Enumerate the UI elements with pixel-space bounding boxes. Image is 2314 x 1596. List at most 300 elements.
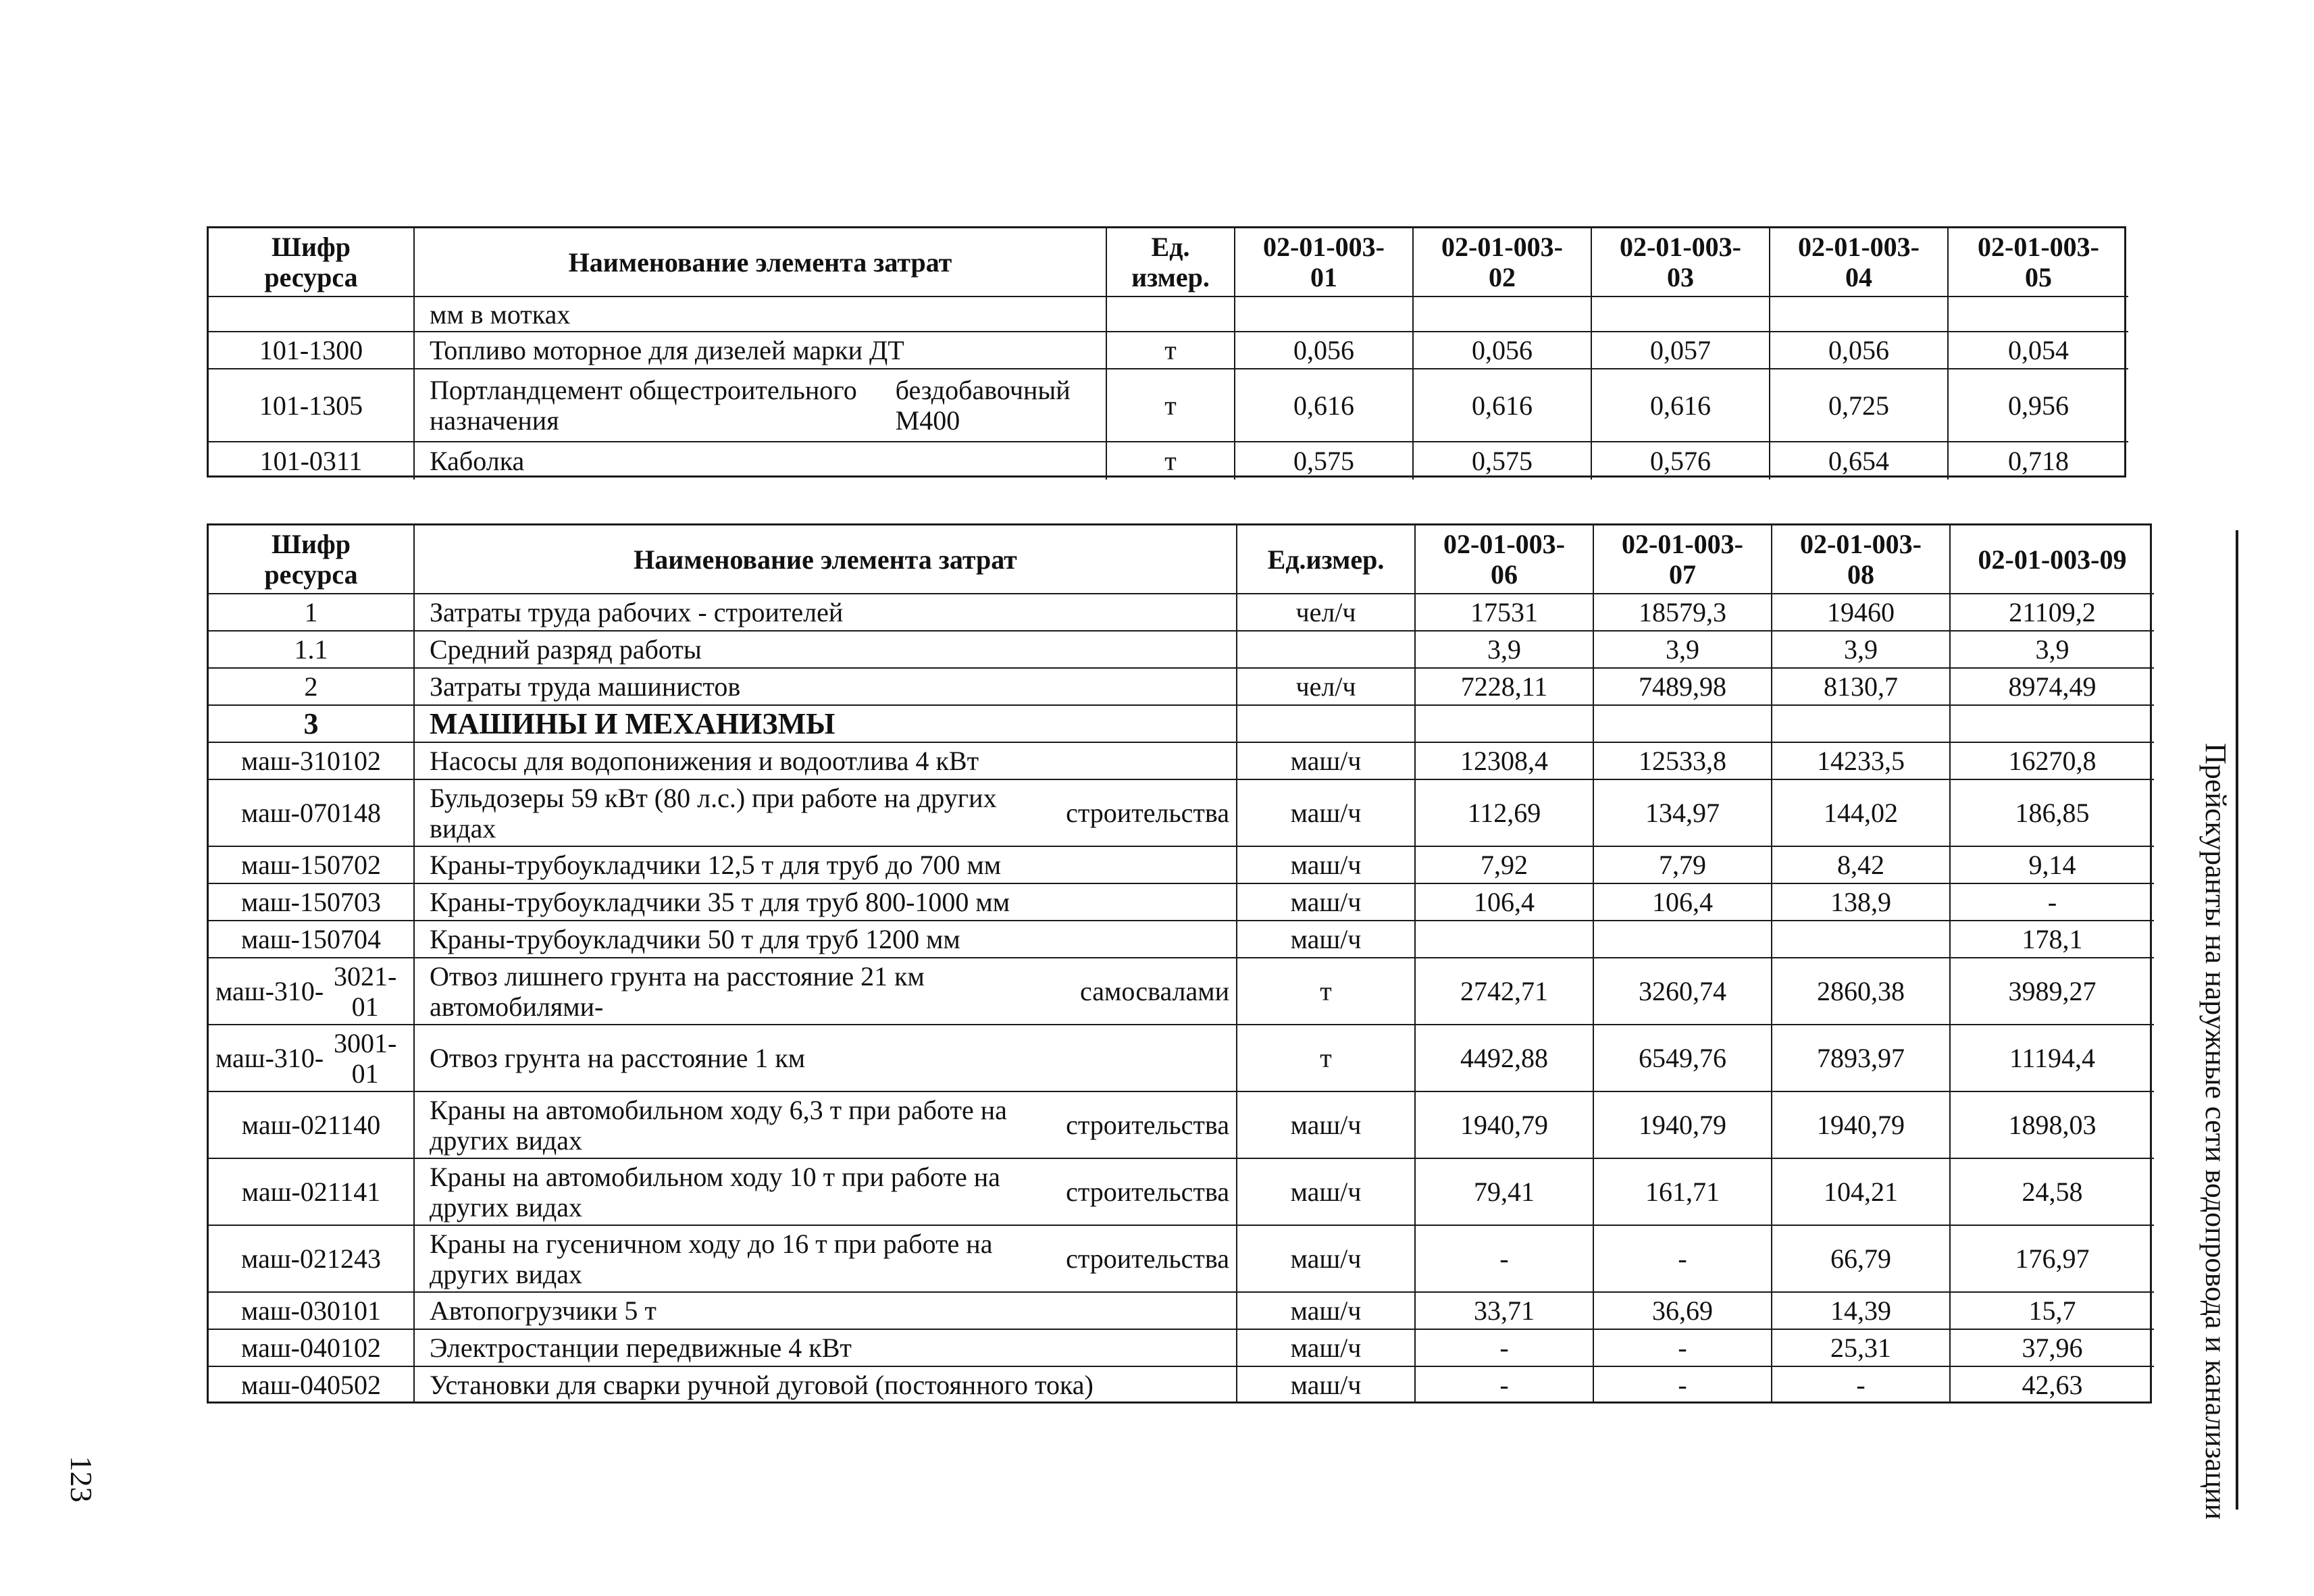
cell-name	[415, 1367, 1237, 1402]
cell-name	[415, 1025, 1237, 1092]
cell-unit	[1237, 1330, 1416, 1367]
cell-code	[209, 884, 415, 921]
cell-value	[1416, 1367, 1594, 1402]
cell-name-line: Установки для сварки ручной дуговой (постоянного тока)	[430, 1369, 1094, 1400]
header-col	[1592, 228, 1770, 297]
cell-name-line: Краны-трубоукладчики 35 т для труб 800-1000 мм	[430, 887, 1010, 917]
cell-name-line: МАШИНЫ И МЕХАНИЗМЫ	[430, 707, 835, 740]
cell-value	[1594, 921, 1772, 958]
cell-name-line: Насосы для водопонижения и водоотлива 4 кВт	[430, 746, 979, 776]
cell-unit-line: маш/ч	[1290, 798, 1362, 828]
cell-value	[1770, 369, 1949, 442]
cell-name	[415, 669, 1237, 706]
cell-value	[1772, 706, 1951, 743]
header-unit	[1237, 525, 1416, 594]
cell-value-line: 176,97	[2015, 1243, 2090, 1274]
cell-unit	[1237, 743, 1416, 780]
cell-value-line: -	[1678, 1369, 1687, 1400]
header-col	[1949, 228, 2128, 297]
cell-value-line: 12533,8	[1639, 746, 1726, 776]
cell-name-line: Краны-трубоукладчики 50 т для труб 1200 мм	[430, 924, 960, 954]
cell-value-line: 0,575	[1472, 446, 1533, 476]
cell-name-line: Электростанции передвижные 4 кВт	[430, 1333, 852, 1363]
header-col-line: 02-01-003-	[1263, 232, 1385, 262]
cell-value	[1951, 594, 2154, 632]
cell-unit-line: маш/ч	[1290, 1110, 1362, 1140]
cell-value	[1770, 442, 1949, 480]
cell-value-line: -	[1499, 1243, 1509, 1274]
cell-value	[1235, 369, 1414, 442]
cell-name	[415, 1226, 1237, 1293]
cell-unit-line: маш/ч	[1290, 1333, 1362, 1363]
cell-value-line: 8130,7	[1824, 671, 1898, 702]
header-col	[1416, 525, 1594, 594]
cell-value-line: 0,057	[1650, 335, 1711, 365]
header-col-line: 03	[1667, 262, 1694, 292]
cell-value	[1416, 847, 1594, 884]
cell-value	[1951, 1159, 2154, 1226]
cell-value-line: 14233,5	[1817, 746, 1905, 776]
cell-name	[415, 1330, 1237, 1367]
cell-value-line: 18579,3	[1639, 597, 1726, 627]
header-name	[415, 525, 1237, 594]
cell-value	[1772, 1226, 1951, 1293]
cell-unit	[1237, 847, 1416, 884]
cell-value-line: -	[1678, 1243, 1687, 1274]
cell-value-line: 42,63	[2022, 1369, 2083, 1400]
cell-code-line: маш-040502	[241, 1369, 381, 1400]
cell-code	[209, 332, 415, 369]
cell-value	[1594, 669, 1772, 706]
cell-name	[415, 442, 1107, 480]
cell-value-line: 134,97	[1645, 798, 1720, 828]
cell-code	[209, 706, 415, 743]
cell-value-line: 106,4	[1474, 887, 1535, 917]
cell-value	[1772, 921, 1951, 958]
header-col	[1414, 228, 1592, 297]
cell-value-line: 15,7	[2028, 1295, 2076, 1326]
cell-code	[209, 1330, 415, 1367]
cell-code	[209, 1025, 415, 1092]
cell-code-line: маш-070148	[241, 798, 381, 828]
cell-value	[1594, 743, 1772, 780]
cell-value-line: 1940,79	[1460, 1110, 1548, 1140]
cell-value	[1235, 442, 1414, 480]
header-col-line: 02-01-003-	[1620, 232, 1741, 262]
cell-value	[1594, 632, 1772, 669]
cell-value-line: 104,21	[1824, 1177, 1898, 1207]
cell-value-line: 106,4	[1652, 887, 1713, 917]
cell-unit	[1107, 369, 1235, 442]
cell-value-line: 0,575	[1293, 446, 1354, 476]
cell-value	[1770, 332, 1949, 369]
cell-name	[415, 958, 1237, 1025]
cell-value	[1592, 369, 1770, 442]
cell-value	[1772, 1330, 1951, 1367]
cell-value	[1594, 847, 1772, 884]
cell-value-line: -	[1678, 1333, 1687, 1363]
cell-value	[1594, 1293, 1772, 1330]
cell-code	[209, 1293, 415, 1330]
cell-name-line: Автопогрузчики 5 т	[430, 1295, 657, 1326]
header-col	[1235, 228, 1414, 297]
cell-value-line: 7489,98	[1639, 671, 1726, 702]
header-col-line: 02-01-003-	[1798, 232, 1920, 262]
side-caption: Прейскуранты на наружные сети водопровода и канализации	[2199, 743, 2232, 1520]
cell-value-line: 112,69	[1467, 798, 1541, 828]
cell-value	[1414, 332, 1592, 369]
cell-value-line: -	[1856, 1369, 1866, 1400]
cell-unit-line: маш/ч	[1290, 924, 1362, 954]
cell-value-line: 0,056	[1293, 335, 1354, 365]
cell-code-line: маш-040102	[241, 1333, 381, 1363]
cell-code	[209, 780, 415, 847]
cell-unit	[1237, 780, 1416, 847]
cell-name-line: самосвалами	[1080, 976, 1229, 1006]
side-divider	[2236, 530, 2238, 1510]
cell-value-line: 1898,03	[2008, 1110, 2097, 1140]
cell-unit	[1107, 332, 1235, 369]
cell-code	[209, 921, 415, 958]
header-col-line: 05	[2025, 262, 2052, 292]
cell-value	[1951, 958, 2154, 1025]
cell-value-line: 24,58	[2022, 1177, 2083, 1207]
cell-value	[1951, 669, 2154, 706]
cell-value-line: 0,056	[1828, 335, 1889, 365]
cell-unit	[1237, 1025, 1416, 1092]
cell-value	[1416, 1330, 1594, 1367]
cell-value	[1772, 780, 1951, 847]
cell-code-line: маш-310-	[215, 1043, 324, 1073]
table-1	[207, 226, 2126, 478]
cell-value	[1414, 297, 1592, 332]
cell-value	[1594, 1226, 1772, 1293]
cell-value	[1594, 594, 1772, 632]
cell-value-line: 161,71	[1645, 1177, 1720, 1207]
header-unit	[1107, 228, 1235, 297]
cell-unit	[1237, 669, 1416, 706]
cell-value-line: 1940,79	[1639, 1110, 1726, 1140]
header-code-line: Шифр	[272, 232, 351, 262]
cell-value-line: 0,654	[1828, 446, 1889, 476]
cell-value	[1772, 1293, 1951, 1330]
cell-unit-line: маш/ч	[1290, 1177, 1362, 1207]
cell-value-line: 144,02	[1824, 798, 1898, 828]
cell-value-line: 138,9	[1830, 887, 1891, 917]
cell-code-line: маш-150703	[241, 887, 381, 917]
cell-value-line: 3,9	[1666, 634, 1699, 665]
cell-name	[415, 743, 1237, 780]
cell-value	[1416, 1025, 1594, 1092]
cell-value	[1416, 958, 1594, 1025]
cell-value-line: 19460	[1827, 597, 1895, 627]
cell-value-line: 8974,49	[2008, 671, 2097, 702]
cell-value	[1594, 1092, 1772, 1159]
cell-code-line: 101-1300	[259, 335, 363, 365]
cell-unit-line: т	[1164, 446, 1177, 476]
cell-value-line: 0,956	[2008, 390, 2069, 421]
cell-value-line: 6549,76	[1639, 1043, 1726, 1073]
cell-name	[415, 594, 1237, 632]
cell-value	[1594, 1159, 1772, 1226]
cell-value	[1951, 1367, 2154, 1402]
cell-value	[1772, 632, 1951, 669]
cell-name-line: Краны на автомобильном ходу 6,3 т при работе на других видах	[430, 1094, 1007, 1156]
cell-code-line: маш-021243	[241, 1243, 381, 1274]
cell-value	[1772, 958, 1951, 1025]
cell-value	[1594, 1025, 1772, 1092]
cell-value-line: -	[1499, 1369, 1509, 1400]
cell-value-line: 3,9	[1844, 634, 1878, 665]
header-unit-line: измер.	[1131, 262, 1210, 292]
cell-value	[1772, 847, 1951, 884]
cell-name	[415, 632, 1237, 669]
cell-name-line: Бульдозеры 59 кВт (80 л.с.) при работе на других видах	[430, 782, 997, 844]
cell-name	[415, 847, 1237, 884]
cell-unit-line: маш/ч	[1290, 1295, 1362, 1326]
cell-value	[1416, 1159, 1594, 1226]
cell-value	[1949, 297, 2128, 332]
cell-value	[1951, 632, 2154, 669]
header-col	[1594, 525, 1772, 594]
cell-value	[1951, 743, 2154, 780]
cell-unit	[1237, 706, 1416, 743]
cell-value	[1951, 1226, 2154, 1293]
header-col-line: 02-01-003-	[1443, 529, 1565, 559]
cell-value-line: 7,79	[1659, 850, 1706, 880]
cell-code	[209, 297, 415, 332]
cell-code-line: 101-1305	[259, 390, 363, 421]
header-col-line: 02-01-003-	[1441, 232, 1563, 262]
cell-value	[1416, 706, 1594, 743]
cell-value	[1772, 669, 1951, 706]
cell-code-line: маш-310102	[241, 746, 381, 776]
cell-value-line: 3,9	[1487, 634, 1521, 665]
cell-unit	[1107, 442, 1235, 480]
cell-unit-line: маш/ч	[1290, 746, 1362, 776]
cell-value-line: 17531	[1470, 597, 1538, 627]
cell-value-line: 4492,88	[1460, 1043, 1548, 1073]
cell-name-line: Краны-трубоукладчики 12,5 т для труб до 700 мм	[430, 850, 1002, 880]
cell-unit	[1237, 1226, 1416, 1293]
cell-value	[1951, 706, 2154, 743]
cell-code	[209, 369, 415, 442]
cell-name-line: Отвоз лишнего грунта на расстояние 21 км автомобилями-	[430, 960, 925, 1022]
cell-value-line: 3,9	[2035, 634, 2069, 665]
cell-value-line: 1940,79	[1817, 1110, 1905, 1140]
cell-name	[415, 884, 1237, 921]
cell-value	[1592, 332, 1770, 369]
cell-unit	[1237, 921, 1416, 958]
cell-value-line: -	[2047, 887, 2057, 917]
cell-value-line: 37,96	[2022, 1333, 2083, 1363]
cell-value	[1235, 297, 1414, 332]
cell-value	[1772, 884, 1951, 921]
cell-value	[1594, 884, 1772, 921]
cell-unit	[1237, 1367, 1416, 1402]
cell-name	[415, 921, 1237, 958]
cell-unit	[1237, 1159, 1416, 1226]
cell-value-line: 14,39	[1830, 1295, 1891, 1326]
cell-code	[209, 743, 415, 780]
header-code	[209, 228, 415, 297]
cell-value	[1414, 369, 1592, 442]
cell-name	[415, 369, 1107, 442]
cell-value	[1772, 1092, 1951, 1159]
cell-unit	[1237, 958, 1416, 1025]
header-col-line: 02-01-003-09	[1978, 544, 2127, 575]
table-2	[207, 523, 2152, 1404]
cell-value	[1416, 669, 1594, 706]
header-col-line: 02	[1489, 262, 1516, 292]
cell-value-line: 178,1	[2022, 924, 2083, 954]
cell-name	[415, 706, 1237, 743]
cell-unit-line: чел/ч	[1295, 597, 1356, 627]
cell-code-line: маш-030101	[241, 1295, 381, 1326]
cell-value	[1416, 884, 1594, 921]
cell-value	[1592, 297, 1770, 332]
cell-value-line: 186,85	[2015, 798, 2090, 828]
header-unit-line: Ед.	[1151, 232, 1190, 262]
header-col	[1770, 228, 1949, 297]
cell-code	[209, 958, 415, 1025]
cell-value	[1594, 1367, 1772, 1402]
cell-value-line: 36,69	[1652, 1295, 1713, 1326]
cell-name	[415, 780, 1237, 847]
cell-value	[1951, 921, 2154, 958]
cell-unit-line: т	[1164, 390, 1177, 421]
cell-value	[1772, 1159, 1951, 1226]
cell-name-line: Затраты труда машинистов	[430, 671, 741, 702]
header-code-line: ресурса	[264, 559, 358, 590]
header-col-line: 07	[1669, 559, 1696, 590]
cell-code-line: 2	[304, 671, 318, 702]
cell-value-line: 21109,2	[2009, 597, 2096, 627]
cell-value	[1416, 1092, 1594, 1159]
cell-unit	[1237, 1092, 1416, 1159]
cell-code	[209, 632, 415, 669]
cell-name-line: Краны на гусеничном ходу до 16 т при работе на других видах	[430, 1228, 993, 1289]
cell-unit-line: т	[1320, 976, 1332, 1006]
cell-value	[1951, 847, 2154, 884]
header-col-line: 02-01-003-	[1800, 529, 1922, 559]
cell-value	[1416, 743, 1594, 780]
cell-name	[415, 1092, 1237, 1159]
cell-value-line: 66,79	[1830, 1243, 1891, 1274]
cell-value-line: 3260,74	[1639, 976, 1726, 1006]
cell-unit	[1237, 1293, 1416, 1330]
cell-name-line: Портландцемент общестроительного назначения	[430, 375, 857, 436]
header-name	[415, 228, 1107, 297]
cell-unit-line: чел/ч	[1295, 671, 1356, 702]
cell-code	[209, 847, 415, 884]
cell-unit-line: маш/ч	[1290, 1243, 1362, 1274]
cell-value-line: 2860,38	[1817, 976, 1905, 1006]
cell-value	[1949, 332, 2128, 369]
cell-value	[1951, 884, 2154, 921]
cell-value-line: 7893,97	[1817, 1043, 1905, 1073]
cell-code	[209, 1367, 415, 1402]
cell-value	[1416, 594, 1594, 632]
cell-name-line: Краны на автомобильном ходу 10 т при работе на других видах	[430, 1161, 1000, 1222]
cell-name	[415, 297, 1107, 332]
cell-value-line: 2742,71	[1460, 976, 1548, 1006]
cell-unit	[1237, 594, 1416, 632]
cell-code-line: 1.1	[294, 634, 328, 665]
cell-code-line: 3021-01	[333, 960, 397, 1022]
cell-name-line: Средний разряд работы	[430, 634, 702, 665]
cell-value	[1772, 1025, 1951, 1092]
cell-name-line: строительства	[1066, 1243, 1229, 1274]
cell-name-line: Отвоз грунта на расстояние 1 км	[430, 1043, 806, 1073]
cell-value	[1951, 1293, 2154, 1330]
cell-code-line: 101-0311	[259, 446, 363, 476]
page-number: 123	[64, 1456, 99, 1503]
cell-value	[1594, 958, 1772, 1025]
cell-name-line: Топливо моторное для дизелей марки ДТ	[430, 335, 904, 365]
cell-value-line: 0,576	[1650, 446, 1711, 476]
cell-code-line: маш-021140	[241, 1110, 381, 1140]
cell-value	[1772, 594, 1951, 632]
cell-name-line: бездобавочный М400	[895, 375, 1071, 436]
header-col-line: 02-01-003-	[1622, 529, 1743, 559]
cell-value-line: 0,718	[2008, 446, 2069, 476]
cell-code	[209, 1226, 415, 1293]
cell-unit	[1107, 297, 1235, 332]
cell-value	[1414, 442, 1592, 480]
cell-value-line: 16270,8	[2008, 746, 2097, 776]
cell-value-line: 9,14	[2028, 850, 2076, 880]
cell-value	[1592, 442, 1770, 480]
cell-name-line: Каболка	[430, 446, 525, 476]
cell-code-line: маш-150704	[241, 924, 381, 954]
cell-code-line: 3	[303, 707, 319, 740]
cell-value-line: 0,054	[2008, 335, 2069, 365]
cell-value	[1951, 1092, 2154, 1159]
cell-unit-line: т	[1164, 335, 1177, 365]
cell-name-line: строительства	[1066, 1177, 1229, 1207]
cell-code-line: маш-150702	[241, 850, 381, 880]
header-name-line: Наименование элемента затрат	[634, 544, 1017, 575]
cell-value-line: 7228,11	[1460, 671, 1548, 702]
cell-code	[209, 442, 415, 480]
cell-unit-line: маш/ч	[1290, 1369, 1362, 1400]
cell-code-line: маш-021141	[241, 1177, 381, 1207]
cell-value	[1949, 369, 2128, 442]
header-col-line: 08	[1847, 559, 1874, 590]
cell-value	[1949, 442, 2128, 480]
cell-value-line: 79,41	[1474, 1177, 1535, 1207]
cell-name	[415, 1159, 1237, 1226]
cell-name-line: Затраты труда рабочих - строителей	[430, 597, 844, 627]
cell-value	[1416, 632, 1594, 669]
cell-code	[209, 1159, 415, 1226]
cell-value	[1772, 743, 1951, 780]
cell-unit-line: т	[1320, 1043, 1332, 1073]
cell-value-line: 8,42	[1837, 850, 1884, 880]
header-col-line: 04	[1845, 262, 1872, 292]
header-col-line: 06	[1491, 559, 1518, 590]
cell-code-line: 1	[304, 597, 318, 627]
cell-value	[1951, 1330, 2154, 1367]
header-col-line: 02-01-003-	[1978, 232, 2099, 262]
cell-value	[1594, 780, 1772, 847]
cell-code-line: 3001-01	[333, 1027, 397, 1089]
cell-value-line: 11194,4	[2009, 1043, 2096, 1073]
cell-value-line: 0,616	[1472, 390, 1533, 421]
cell-value	[1951, 1025, 2154, 1092]
cell-value-line: 0,056	[1472, 335, 1533, 365]
